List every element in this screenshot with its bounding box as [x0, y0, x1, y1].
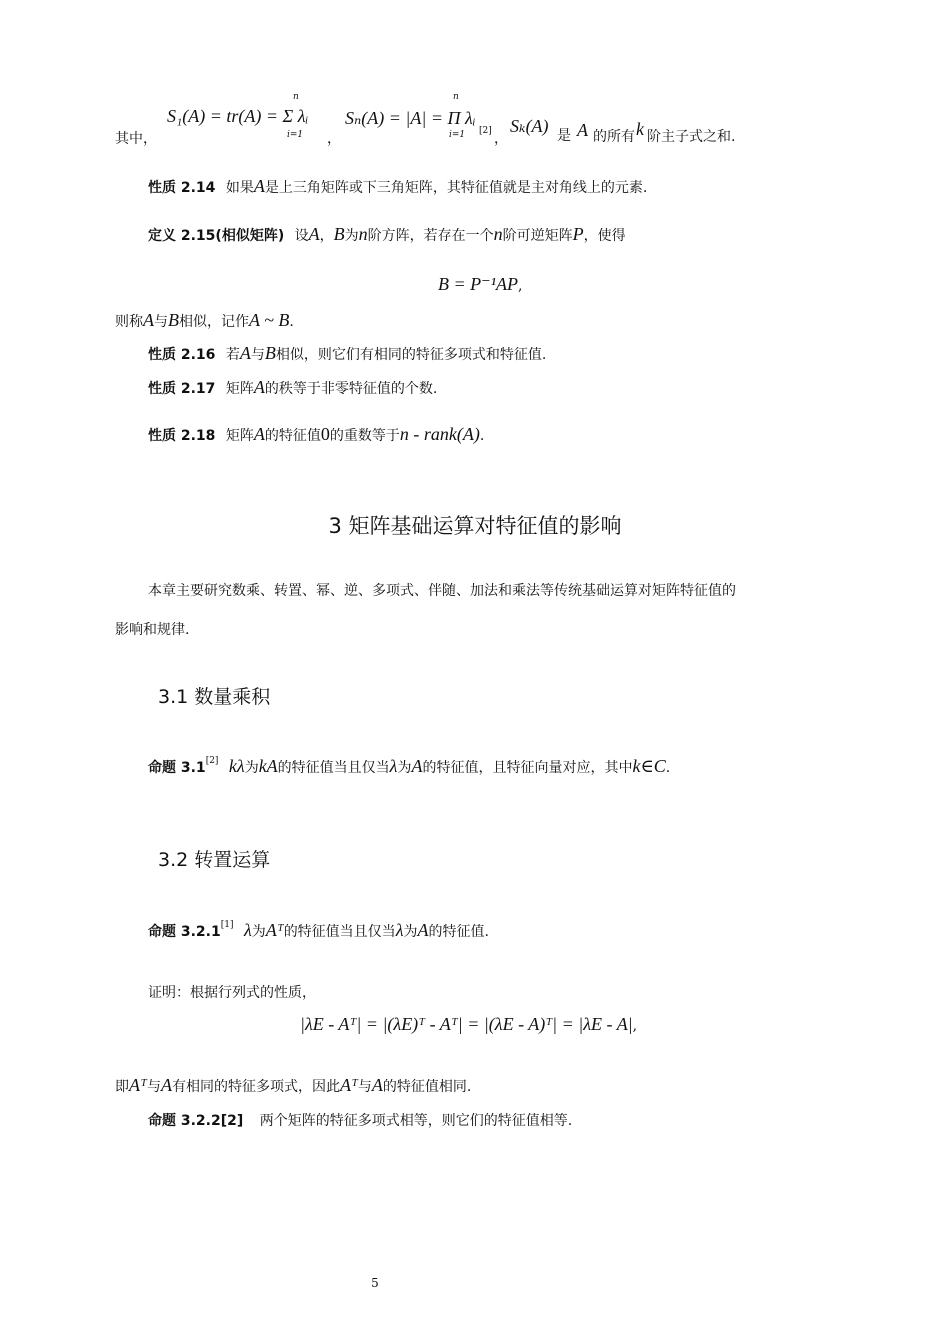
separator-1: ，	[327, 131, 341, 147]
section-title: 3.1 数量乘积	[158, 686, 271, 708]
text: 相似，记作	[179, 314, 249, 330]
property-text: 的秩等于非零特征值的个数.	[264, 381, 438, 397]
definition-text: ，使得	[583, 228, 626, 244]
var-p: P	[572, 224, 584, 244]
var-a-transpose: Aᵀ	[129, 1075, 147, 1095]
var-lambda: λ	[389, 756, 398, 776]
var-a: A	[143, 310, 154, 330]
text-qizhong: 其中，	[115, 131, 157, 147]
var-b: B	[264, 343, 276, 363]
definition-text: 阶可逆矩阵	[502, 228, 573, 244]
property-text: 如果	[225, 180, 254, 196]
formula-n-minus-rank: n - rank(A)	[399, 424, 480, 444]
separator-2: ，	[494, 131, 508, 147]
property-2-16	[148, 343, 546, 364]
property-text: 矩阵	[225, 381, 254, 397]
var-a: A	[411, 756, 423, 776]
proposition-label: 命题 3.1	[148, 760, 206, 776]
sum-lower-limit: i=1	[287, 130, 304, 140]
proposition-label: 命题 3.2.2[2]	[148, 1113, 244, 1129]
property-text: 相似，则它们有相同的特征多项式和特征值.	[275, 347, 547, 363]
proposition-3-2-2	[148, 1110, 572, 1130]
sum-upper-limit: n	[293, 92, 299, 102]
prod-upper-limit: n	[453, 92, 459, 102]
definition-text: 为	[344, 228, 359, 244]
definition-2-15	[148, 224, 626, 245]
var-a: A	[371, 1075, 383, 1095]
proposition-text: 两个矩阵的特征多项式相等，则它们的特征值相等.	[259, 1113, 573, 1129]
text-jie-zhuzishi: 阶主子式之和.	[647, 129, 736, 145]
proposition-text: 为	[244, 760, 259, 776]
conclusion-text: 与	[146, 1079, 161, 1095]
intro-text: 影响和规律.	[115, 622, 190, 638]
property-text: 是上三角矩阵或下三角矩阵，其特征值就是主对角线上的元素.	[264, 180, 648, 196]
formula-k-a: kA	[258, 756, 278, 776]
proof-text: 证明：根据行列式的性质，	[148, 985, 316, 1001]
formula-a-similar-b: A ~ B	[249, 310, 290, 330]
proposition-3-1	[148, 756, 670, 777]
intro-text: 本章主要研究数乘、转置、幂、逆、多项式、伴随、加法和乘法等传统基础运算对矩阵特征值的	[148, 583, 736, 599]
formula-punctuation: ,	[632, 1018, 638, 1034]
definition-label: 定义 2.15(相似矩阵)	[148, 228, 285, 244]
property-text: 与	[250, 347, 265, 363]
property-text: .	[479, 428, 485, 444]
var-a: A	[253, 424, 265, 444]
var-lambda: λ	[395, 920, 404, 940]
citation: [1]	[220, 920, 234, 930]
similar-notation-line	[115, 310, 294, 331]
property-label: 性质 2.16	[148, 347, 216, 363]
text: 与	[154, 314, 168, 330]
var-a: A	[253, 176, 265, 196]
conclusion-text: 的特征值相同.	[382, 1079, 472, 1095]
var-k: k	[636, 119, 644, 139]
text-shi: 是	[557, 128, 571, 144]
proposition-text: 为	[251, 924, 266, 940]
proposition-3-2-1	[148, 920, 489, 941]
text-de-suoyou: 的所有	[593, 129, 635, 145]
proposition-text: 的特征值当且仅当	[277, 760, 390, 776]
property-label: 性质 2.18	[148, 428, 216, 444]
text: .	[289, 314, 294, 330]
section-heading-3-2	[158, 845, 270, 872]
conclusion-text: 即	[115, 1079, 129, 1095]
value-zero: 0	[320, 424, 330, 444]
page-number	[0, 1276, 750, 1290]
property-text: 矩阵	[225, 428, 254, 444]
formula-k-lambda: kλ	[228, 756, 245, 776]
proof-conclusion	[115, 1075, 471, 1096]
var-a: A	[253, 377, 265, 397]
proposition-text: 的特征值，且特征向量对应，其中	[422, 760, 633, 776]
var-lambda: λ	[243, 920, 252, 940]
property-text: 的特征值	[264, 428, 321, 444]
section-title: 3.2 转置运算	[158, 849, 271, 871]
similarity-formula	[438, 274, 522, 295]
var-n: n	[493, 224, 503, 244]
proposition-text: 的特征值.	[428, 924, 489, 940]
conclusion-text: 有相同的特征多项式，因此	[171, 1079, 340, 1095]
eigen-sum-product-line	[115, 92, 875, 148]
page-number-text: 5	[371, 1276, 379, 1290]
conclusion-text: 与	[357, 1079, 372, 1095]
formula-b-p-inverse-a-p: B = P⁻¹AP	[438, 274, 519, 294]
var-n: n	[358, 224, 368, 244]
formula-sn: Sₙ(A) = |A| = Π λᵢ	[345, 108, 476, 128]
chapter-heading	[0, 510, 950, 540]
formula-s1: S₁(A) = tr(A) = Σ λᵢ	[167, 106, 309, 126]
property-label: 性质 2.17	[148, 381, 216, 397]
definition-text: ，	[319, 228, 334, 244]
proposition-text: 的特征值当且仅当	[283, 924, 396, 940]
citation: [2]	[205, 756, 219, 766]
var-a: A	[239, 343, 251, 363]
proposition-label: 命题 3.2.1	[148, 924, 221, 940]
var-a: A	[160, 1075, 172, 1095]
proof-formula	[300, 1014, 637, 1035]
property-2-14	[148, 176, 647, 197]
formula-punctuation: ,	[518, 278, 523, 294]
proposition-text: 为	[397, 760, 412, 776]
property-text: 的重数等于	[329, 428, 400, 444]
intro-paragraph-line-2	[115, 619, 189, 639]
proposition-text: .	[665, 760, 671, 776]
formula-sk: Sₖ(A)	[510, 116, 549, 136]
var-b: B	[333, 224, 345, 244]
chapter-title: 3 矩阵基础运算对特征值的影响	[328, 514, 622, 538]
citation-2: [2]	[479, 126, 492, 136]
property-2-17	[148, 377, 437, 398]
property-text: 若	[225, 347, 240, 363]
var-a: A	[308, 224, 320, 244]
section-heading-3-1	[158, 682, 270, 709]
text: 则称	[115, 314, 143, 330]
var-a-transpose: Aᵀ	[339, 1075, 358, 1095]
prod-lower-limit: i=1	[449, 130, 466, 140]
proof-intro	[148, 982, 316, 1002]
proposition-text: 为	[403, 924, 418, 940]
definition-text: 设	[294, 228, 309, 244]
intro-paragraph-line-1	[148, 580, 736, 600]
formula-k-in-c: k∈C	[632, 756, 666, 776]
var-a: A	[577, 120, 588, 140]
formula-determinant-transpose: |λE - Aᵀ| = |(λE)ᵀ - Aᵀ| = |(λE - A)ᵀ| = |λE - A|	[300, 1014, 633, 1034]
var-a-transpose: Aᵀ	[265, 920, 284, 940]
var-a: A	[417, 920, 429, 940]
property-label: 性质 2.14	[148, 180, 216, 196]
property-2-18	[148, 424, 484, 445]
var-b: B	[168, 310, 179, 330]
definition-text: 阶方阵，若存在一个	[367, 228, 494, 244]
